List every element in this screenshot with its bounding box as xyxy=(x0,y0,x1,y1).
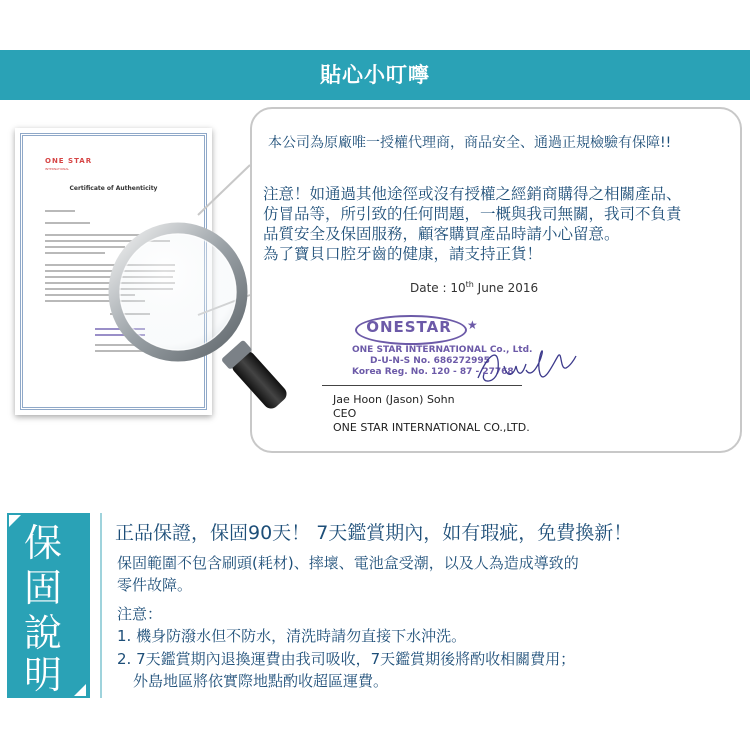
notice-line: 注意！如通過其他途徑或沒有授權之經銷商購得之相關產品、 xyxy=(263,185,682,203)
warranty-label-char: 保 xyxy=(23,521,62,565)
date-prefix: Date : 10 xyxy=(410,281,466,295)
notice-line: 品質安全及保固服務，顧客購買產品時請小心留意。 xyxy=(263,225,620,243)
stamp-duns: D-U-N-S No. 686272995 xyxy=(370,356,490,366)
signer-name: Jae Hoon (Jason) Sohn xyxy=(333,393,455,406)
warranty-label-char: 固 xyxy=(23,566,62,610)
authorized-statement: 本公司為原廠唯一授權代理商，商品安全、通過正規檢驗有保障!! xyxy=(268,135,672,151)
warranty-scope-line: 零件故障。 xyxy=(117,576,193,594)
stamp-company: ONE STAR INTERNATIONAL Co., Ltd. xyxy=(352,345,533,355)
date-month-year: June 2016 xyxy=(473,281,539,295)
warranty-note-item: 外島地區將依實際地點酌收超區運費。 xyxy=(133,672,389,690)
certificate-logo: ONE STAR xyxy=(45,157,93,165)
warranty-note-item: 2. 7天鑑賞期內退換運費由我司吸收，7天鑑賞期後將酌收相關費用； xyxy=(117,650,576,668)
star-icon: ★ xyxy=(467,318,478,332)
stamp-reg-no: Korea Reg. No. 120 - 87 - 27768 xyxy=(352,367,514,377)
certificate-logo-sub: INTERNATIONAL xyxy=(45,167,70,171)
warranty-headline: 正品保證，保固90天！ 7天鑑賞期內，如有瑕疵，免費換新！ xyxy=(115,522,633,544)
warranty-label-char: 說 xyxy=(23,611,62,655)
warranty-note-item: 1. 機身防潑水但不防水，清洗時請勿直接下水沖洗。 xyxy=(117,627,467,645)
notice-line: 為了寶貝口腔牙齒的健康，請支持正貨！ xyxy=(263,245,543,263)
notice-line: 仿冒品等，所引致的任何問題，一概與我司無關，我司不負責 xyxy=(263,205,682,223)
warranty-scope-line: 保固範圍不包含刷頭(耗材)、摔壞、電池盒受潮，以及人為造成導致的 xyxy=(117,554,579,572)
page-title: 貼心小叮嚀 xyxy=(320,63,430,87)
warranty-label-char: 明 xyxy=(23,653,62,697)
date-suffix-sup: th xyxy=(465,280,474,289)
warranty-note-title: 注意： xyxy=(117,605,163,623)
certificate-heading: Certificate of Authenticity xyxy=(69,185,158,192)
stamp-brand: ONESTAR xyxy=(366,318,452,336)
warranty-divider xyxy=(100,513,102,698)
signer-role: CEO xyxy=(333,407,357,420)
signer-company: ONE STAR INTERNATIONAL CO.,LTD. xyxy=(333,421,530,434)
